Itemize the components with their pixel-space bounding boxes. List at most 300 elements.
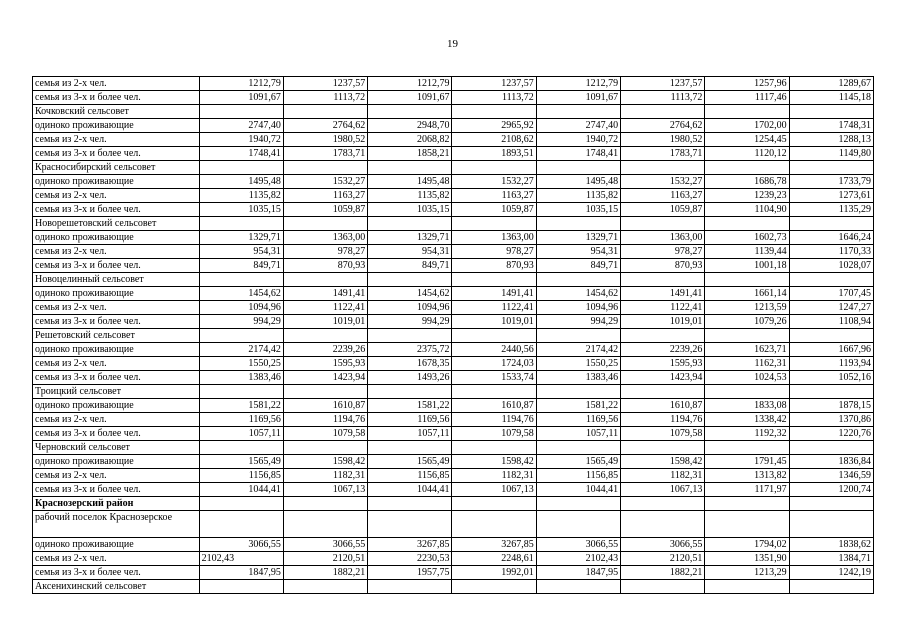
section-row [33,441,874,455]
table-row [33,287,874,301]
value-cell: 2747,40 [536,119,620,133]
table-row [33,483,874,497]
value-cell: 2108,62 [452,133,536,147]
value-cell [368,105,452,119]
value-cell: 1220,76 [789,427,873,441]
value-cell: 1288,13 [789,133,873,147]
value-cell: 1094,96 [536,301,620,315]
value-cell [452,161,536,175]
section-heading: Кочковский сельсовет [33,105,200,119]
row-label: семья из 3-х и более чел. [33,91,200,105]
table-row [33,231,874,245]
value-cell: 2102,43 [536,552,620,566]
value-cell: 1565,49 [368,455,452,469]
value-cell [452,105,536,119]
value-cell: 1833,08 [705,399,789,413]
value-cell [199,105,283,119]
row-label: семья из 2-х чел. [33,189,200,203]
value-cell [536,105,620,119]
value-cell: 954,31 [368,245,452,259]
value-cell: 1748,31 [789,119,873,133]
value-cell: 2068,82 [368,133,452,147]
value-cell: 1024,53 [705,371,789,385]
value-cell: 1610,87 [621,399,705,413]
tariff-table [32,76,874,594]
value-cell [452,441,536,455]
value-cell: 1035,15 [199,203,283,217]
value-cell: 1980,52 [621,133,705,147]
value-cell [705,273,789,287]
value-cell: 1992,01 [452,566,536,580]
value-cell: 3066,55 [283,538,367,552]
value-cell: 1329,71 [536,231,620,245]
value-cell: 2102,43 [199,552,283,566]
row-label: одиноко проживающие [33,119,200,133]
value-cell: 2239,26 [621,343,705,357]
value-cell [199,217,283,231]
value-cell [368,217,452,231]
value-cell: 1139,44 [705,245,789,259]
value-cell: 994,29 [199,315,283,329]
value-cell: 1565,49 [199,455,283,469]
table-row [33,119,874,133]
section-row [33,497,874,511]
row-label: одиноко проживающие [33,231,200,245]
value-cell: 1610,87 [283,399,367,413]
value-cell: 1113,72 [452,91,536,105]
value-cell: 1059,87 [283,203,367,217]
value-cell [536,441,620,455]
section-row [33,580,874,594]
value-cell: 1847,95 [199,566,283,580]
value-cell: 2375,72 [368,343,452,357]
value-cell: 3066,55 [536,538,620,552]
value-cell: 1135,82 [368,189,452,203]
section-heading: Красносибирский сельсовет [33,161,200,175]
value-cell [368,497,452,511]
row-label: семья из 3-х и более чел. [33,371,200,385]
value-cell: 1581,22 [199,399,283,413]
table-row [33,259,874,273]
value-cell: 1237,57 [621,77,705,91]
value-cell: 1104,90 [705,203,789,217]
value-cell: 1019,01 [621,315,705,329]
value-cell: 849,71 [536,259,620,273]
table-row [33,315,874,329]
row-label: одиноко проживающие [33,538,200,552]
value-cell: 1661,14 [705,287,789,301]
value-cell: 1838,62 [789,538,873,552]
value-cell: 3267,85 [452,538,536,552]
value-cell [283,161,367,175]
value-cell: 1044,41 [368,483,452,497]
section-row [33,161,874,175]
value-cell: 1156,85 [199,469,283,483]
value-cell: 1149,80 [789,147,873,161]
value-cell: 1237,57 [283,77,367,91]
value-cell [368,329,452,343]
value-cell: 2239,26 [283,343,367,357]
value-cell [621,580,705,594]
section-row [33,385,874,399]
value-cell: 1733,79 [789,175,873,189]
value-cell: 1329,71 [199,231,283,245]
value-cell: 1532,27 [452,175,536,189]
value-cell: 1370,86 [789,413,873,427]
value-cell: 1533,74 [452,371,536,385]
value-cell: 1135,82 [536,189,620,203]
section-row [33,273,874,287]
value-cell: 1257,96 [705,77,789,91]
value-cell: 978,27 [283,245,367,259]
value-cell: 849,71 [368,259,452,273]
value-cell [705,329,789,343]
row-label: одиноко проживающие [33,399,200,413]
value-cell: 1363,00 [283,231,367,245]
value-cell: 1135,82 [199,189,283,203]
value-cell: 2174,42 [536,343,620,357]
value-cell: 1940,72 [536,133,620,147]
value-cell: 1532,27 [621,175,705,189]
value-cell: 1363,00 [621,231,705,245]
value-cell: 1273,61 [789,189,873,203]
value-cell [536,217,620,231]
value-cell [789,497,873,511]
section-row [33,329,874,343]
row-label: семья из 2-х чел. [33,133,200,147]
value-cell [283,497,367,511]
value-cell [536,161,620,175]
value-cell: 1212,79 [199,77,283,91]
value-cell: 1646,24 [789,231,873,245]
value-cell [789,385,873,399]
value-cell: 1213,29 [705,566,789,580]
row-label: семья из 3-х и более чел. [33,147,200,161]
value-cell: 1079,58 [283,427,367,441]
value-cell: 994,29 [536,315,620,329]
value-cell: 1156,85 [536,469,620,483]
value-cell [452,273,536,287]
value-cell: 1194,76 [283,413,367,427]
value-cell: 1079,58 [621,427,705,441]
value-cell: 1212,79 [536,77,620,91]
value-cell [368,511,452,538]
value-cell: 1057,11 [536,427,620,441]
value-cell [705,497,789,511]
value-cell: 1836,84 [789,455,873,469]
value-cell: 1171,97 [705,483,789,497]
value-cell: 1602,73 [705,231,789,245]
value-cell: 1213,59 [705,301,789,315]
table-row [33,427,874,441]
section-heading: Черновский сельсовет [33,441,200,455]
value-cell [283,329,367,343]
section-heading: Решетовский сельсовет [33,329,200,343]
row-label: семья из 3-х и более чел. [33,203,200,217]
value-cell: 1091,67 [199,91,283,105]
table-body [33,77,874,594]
table-row [33,77,874,91]
value-cell [789,580,873,594]
value-cell: 1237,57 [452,77,536,91]
value-cell: 1882,21 [283,566,367,580]
value-cell: 1091,67 [536,91,620,105]
table-row [33,175,874,189]
value-cell: 1194,76 [621,413,705,427]
row-label: семья из 2-х чел. [33,469,200,483]
value-cell [536,385,620,399]
value-cell [705,511,789,538]
value-cell: 1242,19 [789,566,873,580]
row-label: одиноко проживающие [33,287,200,301]
value-cell [368,385,452,399]
table-row [33,357,874,371]
value-cell [452,497,536,511]
value-cell: 1170,33 [789,245,873,259]
value-cell [536,511,620,538]
value-cell: 1019,01 [452,315,536,329]
value-cell [283,273,367,287]
value-cell [789,441,873,455]
value-cell [705,441,789,455]
value-cell: 3066,55 [199,538,283,552]
section-row [33,217,874,231]
row-label: семья из 3-х и более чел. [33,566,200,580]
value-cell: 1707,45 [789,287,873,301]
value-cell: 1783,71 [283,147,367,161]
value-cell: 1247,27 [789,301,873,315]
value-cell: 1783,71 [621,147,705,161]
value-cell [621,217,705,231]
value-cell [199,441,283,455]
value-cell: 1313,82 [705,469,789,483]
table-row [33,552,874,566]
value-cell [621,329,705,343]
value-cell: 2948,70 [368,119,452,133]
value-cell: 1550,25 [199,357,283,371]
value-cell: 1980,52 [283,133,367,147]
value-cell [705,385,789,399]
value-cell: 1346,59 [789,469,873,483]
value-cell [199,511,283,538]
value-cell: 1122,41 [452,301,536,315]
value-cell: 1067,13 [452,483,536,497]
value-cell: 1491,41 [452,287,536,301]
value-cell: 1940,72 [199,133,283,147]
row-label: семья из 3-х и более чел. [33,315,200,329]
table-row [33,147,874,161]
value-cell [621,511,705,538]
value-cell: 1163,27 [452,189,536,203]
value-cell: 1254,45 [705,133,789,147]
value-cell: 1035,15 [368,203,452,217]
value-cell: 1610,87 [452,399,536,413]
value-cell [452,217,536,231]
value-cell: 2120,51 [621,552,705,566]
value-cell: 1239,23 [705,189,789,203]
value-cell: 1491,41 [283,287,367,301]
value-cell: 1598,42 [452,455,536,469]
value-cell: 3267,85 [368,538,452,552]
section-heading: Троицкий сельсовет [33,385,200,399]
value-cell: 1882,21 [621,566,705,580]
page-number: 19 [447,38,458,50]
value-cell [621,385,705,399]
row-label: семья из 3-х и более чел. [33,483,200,497]
value-cell: 1493,26 [368,371,452,385]
value-cell [621,441,705,455]
value-cell: 1169,56 [536,413,620,427]
row-label: семья из 2-х чел. [33,413,200,427]
table-row [33,189,874,203]
value-cell: 2440,56 [452,343,536,357]
value-cell [621,497,705,511]
value-cell [452,580,536,594]
table-row [33,133,874,147]
value-cell [789,329,873,343]
value-cell [536,273,620,287]
value-cell: 1794,02 [705,538,789,552]
value-cell: 849,71 [199,259,283,273]
value-cell [283,105,367,119]
value-cell: 1893,51 [452,147,536,161]
row-label: семья из 3-х и более чел. [33,427,200,441]
value-cell [283,385,367,399]
value-cell: 1454,62 [199,287,283,301]
value-cell: 1748,41 [536,147,620,161]
value-cell: 1595,93 [283,357,367,371]
value-cell: 2764,62 [621,119,705,133]
value-cell: 1495,48 [199,175,283,189]
value-cell: 1192,32 [705,427,789,441]
row-label: семья из 3-х и более чел. [33,259,200,273]
value-cell: 1289,67 [789,77,873,91]
value-cell: 1623,71 [705,343,789,357]
row-label: семья из 2-х чел. [33,245,200,259]
value-cell [283,441,367,455]
value-cell: 870,93 [452,259,536,273]
value-cell: 2174,42 [199,343,283,357]
value-cell: 1532,27 [283,175,367,189]
value-cell [705,580,789,594]
table-row [33,245,874,259]
section-heading: Новоцелинный сельсовет [33,273,200,287]
value-cell: 1169,56 [368,413,452,427]
value-cell [368,441,452,455]
value-cell: 1702,00 [705,119,789,133]
value-cell [452,511,536,538]
value-cell: 1113,72 [283,91,367,105]
value-cell: 1724,03 [452,357,536,371]
value-cell: 1113,72 [621,91,705,105]
value-cell: 1169,56 [199,413,283,427]
value-cell [705,161,789,175]
value-cell: 1550,25 [536,357,620,371]
value-cell: 1117,46 [705,91,789,105]
row-label: одиноко проживающие [33,455,200,469]
value-cell: 954,31 [536,245,620,259]
value-cell: 1495,48 [536,175,620,189]
value-cell: 1595,93 [621,357,705,371]
value-cell: 1384,71 [789,552,873,566]
value-cell: 1094,96 [199,301,283,315]
value-cell: 1120,12 [705,147,789,161]
value-cell [789,105,873,119]
value-cell: 1598,42 [283,455,367,469]
value-cell: 1044,41 [536,483,620,497]
value-cell [368,161,452,175]
value-cell: 1847,95 [536,566,620,580]
value-cell: 1748,41 [199,147,283,161]
value-cell: 1108,94 [789,315,873,329]
value-cell: 1363,00 [452,231,536,245]
table-row [33,371,874,385]
value-cell: 1162,31 [705,357,789,371]
value-cell [621,105,705,119]
value-cell: 1094,96 [368,301,452,315]
value-cell: 1454,62 [536,287,620,301]
value-cell [199,385,283,399]
row-label: семья из 2-х чел. [33,552,200,566]
table-row [33,469,874,483]
value-cell: 1194,76 [452,413,536,427]
value-cell: 2120,51 [283,552,367,566]
row-label: одиноко проживающие [33,175,200,189]
value-cell: 1686,78 [705,175,789,189]
value-cell [199,273,283,287]
value-cell: 1581,22 [536,399,620,413]
value-cell: 994,29 [368,315,452,329]
value-cell [452,329,536,343]
value-cell [199,329,283,343]
section-row [33,511,874,538]
value-cell [536,329,620,343]
value-cell [199,497,283,511]
value-cell [283,217,367,231]
value-cell: 1156,85 [368,469,452,483]
section-heading: Аксенихинский сельсовет [33,580,200,594]
value-cell: 1163,27 [621,189,705,203]
value-cell: 1329,71 [368,231,452,245]
value-cell: 1044,41 [199,483,283,497]
value-cell [452,385,536,399]
table-row [33,301,874,315]
value-cell: 1383,46 [536,371,620,385]
value-cell: 1001,18 [705,259,789,273]
table-row [33,91,874,105]
value-cell: 1565,49 [536,455,620,469]
value-cell [199,580,283,594]
value-cell: 1145,18 [789,91,873,105]
value-cell: 3066,55 [621,538,705,552]
value-cell: 1057,11 [199,427,283,441]
section-heading: Новорешетовский сельсовет [33,217,200,231]
value-cell [705,105,789,119]
value-cell: 1067,13 [283,483,367,497]
value-cell: 1581,22 [368,399,452,413]
value-cell: 2248,61 [452,552,536,566]
table-row [33,413,874,427]
value-cell: 1351,90 [705,552,789,566]
value-cell: 1598,42 [621,455,705,469]
value-cell [789,511,873,538]
value-cell: 2965,92 [452,119,536,133]
value-cell: 2764,62 [283,119,367,133]
value-cell: 978,27 [621,245,705,259]
table-row [33,538,874,552]
row-label: семья из 2-х чел. [33,77,200,91]
value-cell: 870,93 [283,259,367,273]
